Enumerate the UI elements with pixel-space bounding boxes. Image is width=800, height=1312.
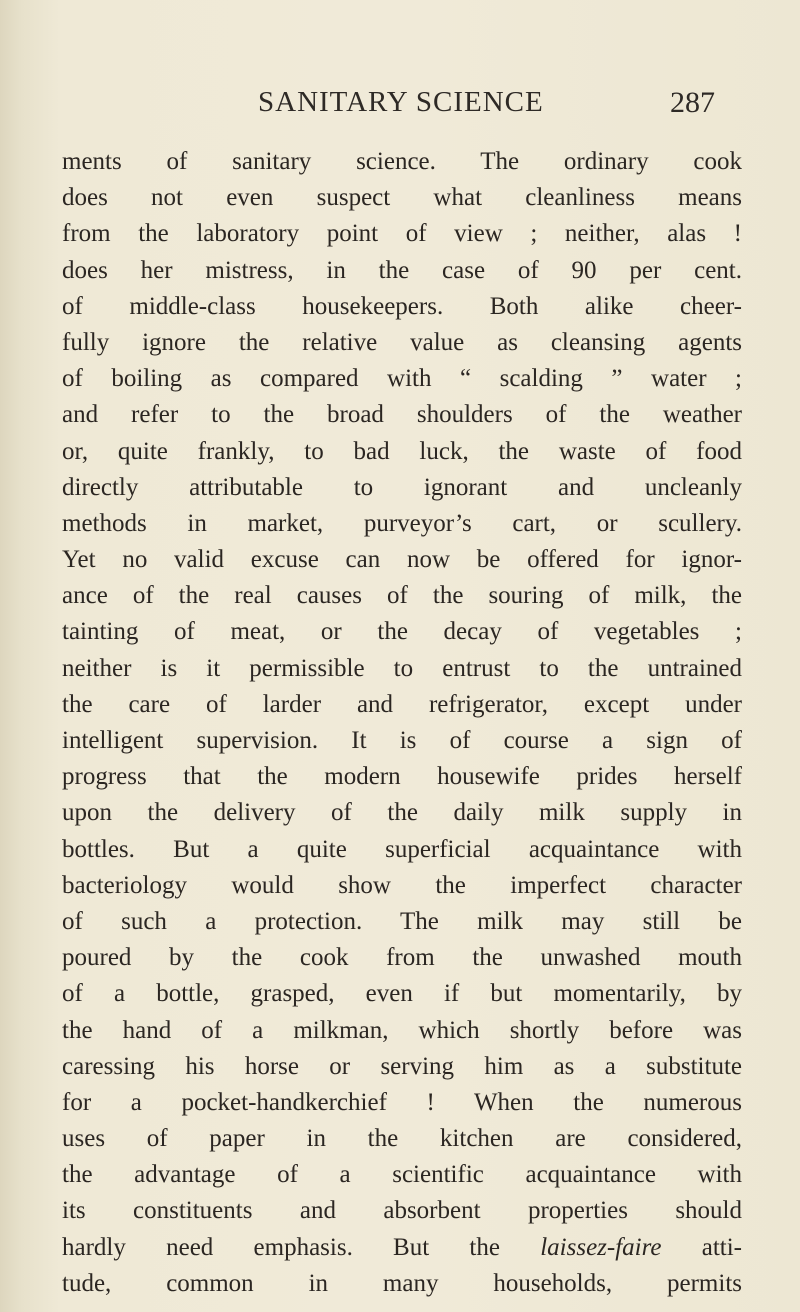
- text-line-with-italic: [62, 1230, 742, 1266]
- text-line: of a bottle, grasped, even if but momentarily, by: [62, 980, 742, 1008]
- text-line: its constituents and absorbent properties should: [62, 1197, 742, 1225]
- text-line: of such a protection. The milk may still be: [62, 907, 742, 935]
- text-line: the advantage of a scientific acquaintance with: [62, 1161, 742, 1189]
- text-line: bacteriology would show the imperfect character: [62, 871, 742, 899]
- text-line: and refer to the broad shoulders of the weather: [62, 401, 742, 429]
- body-text: [62, 144, 742, 1302]
- page-number: 287: [670, 86, 715, 119]
- text-line: caressing his horse or serving him as a substitute: [62, 1052, 742, 1080]
- text-line: uses of paper in the kitchen are considered,: [62, 1125, 742, 1153]
- text-line: of boiling as compared with “ scalding ” water ;: [62, 365, 742, 393]
- text-line: tainting of meat, or the decay of vegetables ;: [62, 618, 742, 646]
- text-line: neither is it permissible to entrust to the untrained: [62, 654, 742, 682]
- page-header: [0, 86, 800, 126]
- text-line: poured by the cook from the unwashed mouth: [62, 944, 742, 972]
- text-line: or, quite frankly, to bad luck, the waste of food: [62, 437, 742, 465]
- text-line: tude, common in many households, permits: [62, 1269, 742, 1297]
- text-line: fully ignore the relative value as cleansing agents: [62, 328, 742, 356]
- text-segment: atti-: [661, 1233, 743, 1261]
- running-head: SANITARY SCIENCE: [258, 86, 544, 118]
- text-line: Yet no valid excuse can now be offered for ignor-: [62, 546, 742, 574]
- text-line: does her mistress, in the case of 90 per cent.: [62, 256, 742, 284]
- text-line: the hand of a milkman, which shortly before was: [62, 1016, 742, 1044]
- text-line: methods in market, purveyor’s cart, or scullery.: [62, 509, 742, 537]
- italic-phrase: laissez-faire: [540, 1233, 662, 1261]
- text-line: ments of sanitary science. The ordinary cook: [62, 148, 742, 175]
- text-segment: hardly need emphasis. But the: [62, 1233, 500, 1261]
- text-line: intelligent supervision. It is of course a sign of: [62, 727, 742, 754]
- text-line: does not even suspect what cleanliness means: [62, 184, 742, 212]
- text-line: for a pocket-handkerchief ! When the numerous: [62, 1088, 742, 1116]
- text-line: the care of larder and refrigerator, except under: [62, 690, 742, 718]
- text-line: bottles. But a quite superficial acquaintance with: [62, 835, 742, 863]
- text-line: upon the delivery of the daily milk supply in: [62, 799, 742, 827]
- text-line: progress that the modern housewife prides herself: [62, 763, 742, 791]
- text-line: of middle-class housekeepers. Both alike cheer-: [62, 292, 742, 320]
- text-line: ance of the real causes of the souring of milk, the: [62, 582, 742, 610]
- text-line: directly attributable to ignorant and uncleanly: [62, 473, 742, 501]
- text-line: from the laboratory point of view ; neither, alas !: [62, 220, 742, 248]
